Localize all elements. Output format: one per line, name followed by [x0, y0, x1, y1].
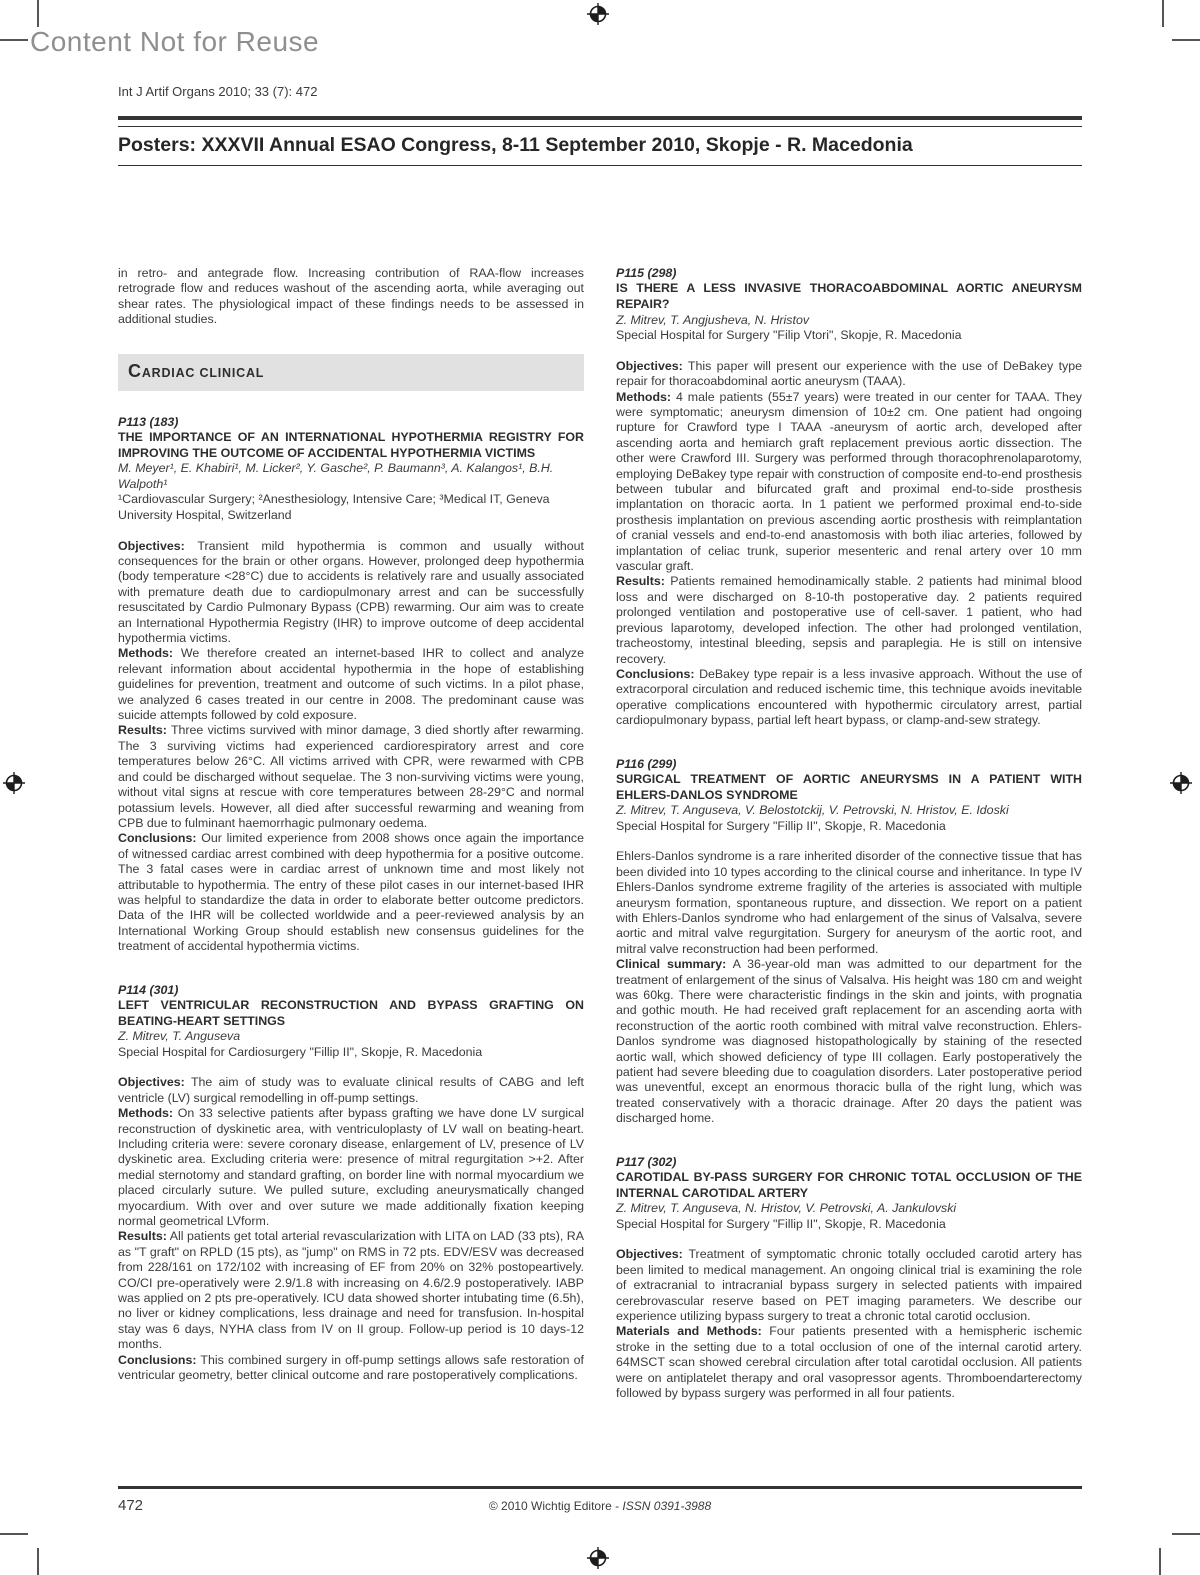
header-rule-thick [118, 116, 1082, 120]
section-header-cardiac-clinical: CARDIAC CLINICAL [128, 360, 265, 381]
abstract-p113 [118, 415, 584, 955]
section-header-box [118, 354, 584, 391]
abstract-id: P113 (183) [118, 414, 179, 429]
journal-reference: Int J Artif Organs 2010; 33 (7): 472 [118, 84, 318, 99]
abstract-authors: Z. Mitrev, T. Angjusheva, N. Hristov [616, 312, 810, 327]
abstract-affiliation: ¹Cardiovascular Surgery; ²Anesthesiology, Intensive Care; ³Medical IT, Geneva University Hospital, Switzerland [118, 492, 550, 522]
page-header [118, 84, 1082, 166]
abstract-paragraph: Clinical summary: A 36-year-old man was admitted to our department for the treatment of enlargement of the sinus of Valsalva. His height was 180 cm and weight was 60kg. There were characteristic findings in the skin and joints, with prognatia and gothic mouth. He had received graft replacement for an ascending aorta with reconstruction of the aortic rooth combined with mitral valve reconstruction. Ehlers-Danlos syndrome was diagnosed histopathologically by staining of the resected aortic wall, which showed deficiency of type III collagen. Early postoperatively the patient had severe bleeding due to coagulation disorders. Later postoperative period was uneventful, except an enormous thoracic bulla of the right lung, which was treated conservatively with a thoracic drainage. After 20 days the patient was discharged home. [616, 957, 1082, 1126]
footer-copyright [118, 1499, 1082, 1513]
abstract-paragraph: Materials and Methods: Four patients presented with a hemispheric ischemic stroke in the setting due to a total occlusion of one of the internal carotid artery. 64MSCT scan showed cerebral circulation after total carotidal occlusion. All patients were on antiplatelet therapy and oral vasopressor agents. Thromboendarterectomy followed by bypass surgery was performed in all four patients. [616, 1324, 1082, 1401]
crop-mark-top-right-horizontal [1172, 39, 1200, 41]
abstract-paragraph: Objectives: This paper will present our experience with the use of DeBakey type repair for thoracoabdominal aortic aneurysm (TAAA). [616, 358, 1082, 389]
abstract-p116 [616, 757, 1082, 1127]
abstract-body [118, 1075, 584, 1383]
abstract-affiliation: Special Hospital for Surgery "Fillip II", Skopje, R. Macedonia [616, 1216, 946, 1231]
registration-mark-left-icon [3, 772, 25, 794]
abstract-id: P115 (298) [616, 266, 677, 280]
abstract-authors: M. Meyer¹, E. Khabiri¹, M. Licker², Y. Gasche², P. Baumann³, A. Kalangos¹, B.H. Walpoth¹ [118, 461, 554, 491]
abstract-p117 [616, 1155, 1082, 1402]
abstract-paragraph: Results: Three victims survived with minor damage, 3 died shortly after rewarming. The 3 surviving victims had experienced cardiorespiratory arrest and core temperatures below 26°C. All victims arrived with CPR, were rewarmed with CPB and could be discharged without sequelae. The 3 non-surviving victims were young, without vital signs at rescue with core temperatures between 28-29°C and normal potassium levels. However, all died after successful rewarming and weaning from CPB due to fulminant haemorrhagic pulmonary oedema. [118, 723, 585, 830]
crop-mark-bottom-right-vertical [1159, 1548, 1161, 1575]
abstract-paragraph: Ehlers-Danlos syndrome is a rare inherited disorder of the connective tissue that has been divided into 10 types according to the clinical course and inheritance. In type IV Ehlers-Danlos syndrome extreme fragility of the arteries is associated with multiple aneurysm formation, spontaneous rupture, and dissection. We report on a patient with Ehlers-Danlos syndrome who had enlargement of the sinus of Valsalva, severe aortic and mitral valve regurgitation. Surgery for aneurysm of the aortic root, and mitral valve reconstruction had been performed. [616, 849, 1082, 956]
abstract-paragraph: Objectives: The aim of study was to evaluate clinical results of CABG and left ventricle (LV) surgical remodelling in off-pump settings. [118, 1075, 585, 1105]
copyright-text: © 2010 Wichtig Editore - [488, 1499, 623, 1513]
page-number: 472 [118, 1497, 144, 1514]
right-column [616, 266, 1082, 1401]
abstract-paragraph: Objectives: Treatment of symptomatic chronic totally occluded carotid artery has been limited to medical management. An ongoing clinical trial is examining the role of extracranial to intracranial bypass surgery in selected patients with impaired cerebrovascular reserve based on PET imaging parameters. We describe our experience utilizing bypass surgery to treat a chronic total carotid occlusion. [616, 1247, 1082, 1324]
crop-mark-top-right-vertical [1162, 0, 1164, 27]
abstract-title: SURGICAL TREATMENT OF AORTIC ANEURYSMS IN A PATIENT WITH EHLERS-DANLOS SYNDROME [616, 771, 1082, 802]
abstract-paragraph: Methods: On 33 selective patients after bypass grafting we have done LV surgical reconstruction of dyskinetic area, with ventriculoplasty of LV wall on beating-heart. Including criteria were: severe coronary disease, enlargement of LV, presence of LV dyskinetic area. Excluding criteria were: presence of mitral regurgitation >+2. After medial sternotomy and standard grafting, on border line with normal myocardium we placed circularly suture. We pulled suture, excluding aneurysmatically changed myocardium. With over and over suture we made additionally fixation keeping normal geometrical LVform. [118, 1106, 584, 1228]
issn-text: ISSN 0391-3988 [622, 1499, 712, 1513]
registration-mark-top-icon [587, 3, 609, 25]
abstract-authors: Z. Mitrev, T. Anguseva, V. Belostotckij, V. Petrovski, N. Hristov, E. Idoski [616, 803, 1009, 818]
abstract-p114 [118, 983, 584, 1384]
footer-rule [118, 1486, 1082, 1489]
abstract-id: P116 (299) [616, 756, 677, 771]
abstract-paragraph: Conclusions: Our limited experience from 2008 shows once again the importance of witnessed cardiac arrest combined with deep hypothermia for a positive outcome. The 3 fatal cases were in cardiac arrest of unknown time and most likely not attributable to hypothermia. The entry of these pilot cases in our internet-based IHR was helpful to standardize the data in order to elaborate better outcome predictors. Data of the IHR will be collected worldwide and a peer-reviewed analysis by an International Working Group should establish new consensus guidelines for the treatment of accidental hypothermia victims. [118, 831, 584, 954]
abstract-paragraph: Conclusions: This combined surgery in off-pump settings allows safe restoration of ventricular geometry, better clinical outcome and rare postoperatively complications. [118, 1352, 584, 1383]
abstract-paragraph: Results: All patients get total arterial revascularization with LITA on LAD (33 pts), RA as "T graft" on RPLD (15 pts), as "jump" on RMS in 72 pts. EDV/ESV was decreased from 228/161 on 172/102 with increasing of EF from 20% on 32% postopeartively. CO/CI pre-operatively were 2.9/1.8 with increasing on 4.6/2.9 postoperatively. IABP was applied on 2 pts pre-operatively. ICU data showed shorter intubating time (6.5h), no liver or kidney complications, less drainage and need for transfusion. In-hospital stay was 6 days, NYHA class from IV on II group. Follow-up period is 10 days-12 months. [118, 1229, 584, 1352]
abstract-body [616, 849, 1082, 1126]
abstract-affiliation: Special Hospital for Surgery "Fillip II", Skopje, R. Macedonia [616, 818, 946, 833]
abstract-title: IS THERE A LESS INVASIVE THORACOABDOMINAL AORTIC ANEURYSM REPAIR? [616, 281, 1082, 311]
abstract-authors: Z. Mitrev, T. Anguseva [118, 1029, 241, 1044]
registration-mark-right-icon [1170, 772, 1192, 794]
abstract-affiliation: Special Hospital for Cardiosurgery "Fillip II", Skopje, R. Macedonia [118, 1044, 483, 1059]
abstract-paragraph: Results: Patients remained hemodinamically stable. 2 patients had minimal blood loss and were discharged on 8-10-th postoperative day. 2 patients required prolonged ventilation and postoperative use of cell-saver. 1 patient, who had previous laparotomy, developed infection. The other had prolonged ventilation, tracheostomy, intestinal bleeding, sepsis and paraplegia. He is still on intensive recovery. [616, 574, 1082, 666]
abstract-authors: Z. Mitrev, T. Anguseva, N. Hristov, V. Petrovski, A. Jankulovski [616, 1201, 957, 1216]
abstract-title: THE IMPORTANCE OF AN INTERNATIONAL HYPOTHERMIA REGISTRY FOR IMPROVING THE OUTCOME OF ACCIDENTAL HYPOTHERMIA VICTIMS [118, 430, 584, 460]
content-not-for-reuse-watermark: Content Not for Reuse [30, 26, 320, 57]
abstract-paragraph: Objectives: Transient mild hypothermia is common and usually without consequences for the brain or other organs. However, prolonged deep hypothermia (body temperature <28°C) due to accidents is relatively rare and usually associated with premature death due to cardiopulmonary arrest and can be successfully resuscitated by Cardio Pulmonary Bypass (CPB) rewarming. Our aim was to create an International Hypothermia Registry (IHR) to improve outcome of deep accidental hypothermia victims. [118, 538, 585, 646]
crop-mark-top-left-horizontal [0, 39, 28, 41]
registration-mark-bottom-icon [587, 1547, 609, 1569]
abstract-title: LEFT VENTRICULAR RECONSTRUCTION AND BYPASS GRAFTING ON BEATING-HEART SETTINGS [118, 997, 584, 1028]
abstract-body [616, 359, 1082, 729]
abstract-p115 [616, 266, 1082, 729]
crop-mark-bottom-left-vertical [37, 1548, 39, 1575]
page-title: Posters: XXXVII Annual ESAO Congress, 8-11 September 2010, Skopje - R. Macedonia [118, 134, 913, 156]
abstract-affiliation: Special Hospital for Surgery "Filip Vtori", Skopje, R. Macedonia [616, 328, 962, 343]
crop-mark-top-left-vertical [37, 0, 39, 27]
continuation-paragraph: in retro- and antegrade flow. Increasing contribution of RAA-flow increases retrograde flow and reduces washout of the ascending aorta, while averaging out shear rates. The physiological impact of these findings needs to be assessed in additional studies. [118, 266, 584, 327]
title-rule-thin [118, 165, 1082, 166]
abstract-paragraph: Methods: 4 male patients (55±7 years) were treated in our center for TAAA. They were symptomatic; aneurysm dimension of 10±2 cm. One patient had ongoing rupture for Crawford type I TAAA -aneurysm of aortic arch, developed after ascending aorta and hemiarch graft replacement previous aortic dissection. The other were Crawford III. Surgery was performed through thoracophrenolaparotomy, employing DeBakey type repair with construction of composite end-to-end prosthesis between tubular and bifurcated graft and proximal end-to-side prosthesis implantation on thoracic aorta. In 1 patient we performed proximal end-to-side prosthesis implantation on previous ascending aortic prosthesis with reimplantation of cranial vessels and end-to-end anastomosis with both iliac arteries, followed by implantation of celiac trunk, superior mesenteric and renal artery over 10 mm vascular graft. [616, 389, 1082, 574]
crop-mark-bottom-right-horizontal [1172, 1533, 1200, 1535]
abstract-id: P114 (301) [118, 982, 179, 997]
abstract-title: CAROTIDAL BY-PASS SURGERY FOR CHRONIC TOTAL OCCLUSION OF THE INTERNAL CAROTIDAL ARTERY [616, 1170, 1082, 1200]
abstract-paragraph: Methods: We therefore created an internet-based IHR to collect and analyze relevant information about accidental hypothermia in the hope of establishing guidelines for prevention, treatment and outcome of such victims. In a pilot phase, we analyzed 6 cases treated in our centre in 2008. The predominant cause was suicide attempts followed by cold exposure. [118, 646, 585, 723]
abstract-body [118, 539, 584, 955]
left-column [118, 266, 584, 1401]
abstract-id: P117 (302) [616, 1154, 677, 1169]
abstract-body [616, 1247, 1082, 1401]
abstract-paragraph: Conclusions: DeBakey type repair is a less invasive approach. Without the use of extracorporal circulation and reduced ischemic time, this technique avoids inevitable operative complications encountered with hypothermic circulatory arrest, partial cardiopulmonary bypass, partial left heart bypass, or clamp-and-sew strategy. [616, 666, 1082, 728]
crop-mark-bottom-left-horizontal [0, 1533, 28, 1535]
abstracts-columns [118, 266, 1082, 1401]
